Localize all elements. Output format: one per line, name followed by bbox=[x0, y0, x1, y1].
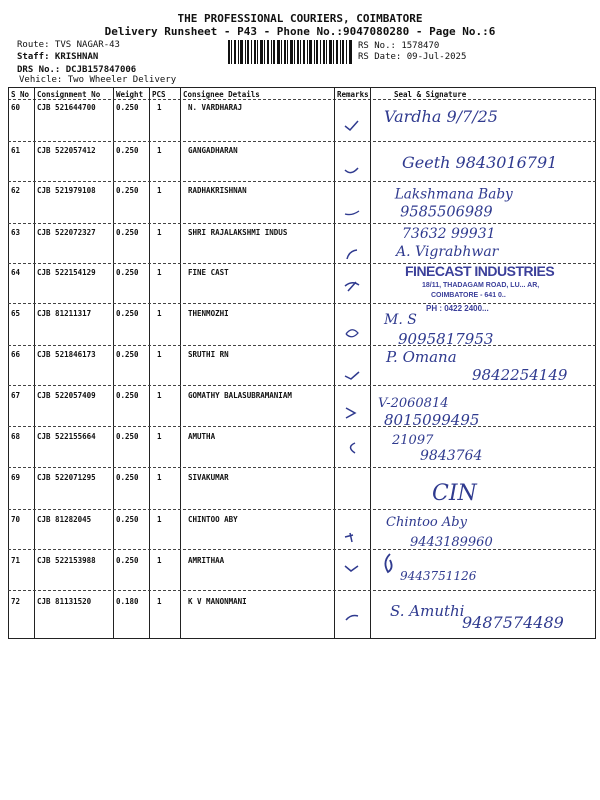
row-consignee: RADHAKRISHNAN bbox=[188, 186, 247, 195]
signature-row-67 bbox=[372, 387, 592, 427]
row-consignment: CJB 81131520 bbox=[37, 597, 92, 606]
signature-row-62 bbox=[372, 182, 592, 222]
row-weight: 0.250 bbox=[116, 391, 139, 400]
row-consignee: THENMOZHI bbox=[188, 309, 229, 318]
svg-text:Lakshmana Baby: Lakshmana Baby bbox=[394, 186, 513, 203]
signature-row-66 bbox=[372, 346, 592, 386]
rs-date: RS Date: 09-Jul-2025 bbox=[358, 52, 467, 62]
remark-tick-mark bbox=[343, 247, 361, 261]
row-pcs: 1 bbox=[157, 597, 162, 606]
column-divider bbox=[180, 87, 181, 639]
row-pcs: 1 bbox=[157, 228, 162, 237]
svg-text:CIN: CIN bbox=[432, 481, 477, 506]
signature-row-60 bbox=[372, 100, 592, 140]
row-sno: 68 bbox=[11, 432, 21, 441]
signature-row-69 bbox=[372, 470, 592, 510]
row-weight: 0.250 bbox=[116, 186, 139, 195]
row-pcs: 1 bbox=[157, 432, 162, 441]
svg-text:8015099495: 8015099495 bbox=[384, 411, 480, 427]
signature-row-63 bbox=[372, 222, 592, 262]
row-pcs: 1 bbox=[157, 515, 162, 524]
svg-text:Geeth 9843016791: Geeth 9843016791 bbox=[402, 153, 558, 172]
remark-tick-mark bbox=[343, 405, 361, 419]
row-consignee: SRUTHI RN bbox=[188, 350, 229, 359]
row-weight: 0.250 bbox=[116, 309, 139, 318]
row-consignee: CHINTOO ABY bbox=[188, 515, 238, 524]
svg-text:9842254149: 9842254149 bbox=[472, 366, 568, 384]
row-sno: 66 bbox=[11, 350, 21, 359]
row-consignee: GANGADHARAN bbox=[188, 146, 238, 155]
remark-tick-mark bbox=[343, 610, 361, 624]
vehicle-label: Vehicle: Two Wheeler Delivery bbox=[19, 75, 177, 85]
row-sno: 72 bbox=[11, 597, 21, 606]
staff-label: Staff: KRISHNAN bbox=[17, 52, 99, 62]
row-consignee: SIVAKUMAR bbox=[188, 473, 229, 482]
svg-text:9095817953: 9095817953 bbox=[398, 330, 494, 348]
row-consignment: CJB 522057412 bbox=[37, 146, 96, 155]
remark-tick-mark bbox=[343, 530, 361, 544]
row-consignment: CJB 522154129 bbox=[37, 268, 96, 277]
row-pcs: 1 bbox=[157, 473, 162, 482]
row-pcs: 1 bbox=[157, 103, 162, 112]
row-sno: 69 bbox=[11, 473, 21, 482]
column-divider bbox=[595, 87, 596, 639]
svg-text:21097: 21097 bbox=[392, 433, 434, 448]
col-header-weight: Weight bbox=[116, 90, 144, 99]
col-header-pcs: PCS bbox=[152, 90, 166, 99]
row-sno: 60 bbox=[11, 103, 21, 112]
row-sno: 70 bbox=[11, 515, 21, 524]
remark-tick-mark bbox=[343, 326, 361, 340]
column-divider bbox=[149, 87, 150, 639]
row-consignee: AMRITHAA bbox=[188, 556, 225, 565]
signature-row-61 bbox=[372, 142, 592, 182]
remark-tick-mark bbox=[343, 164, 361, 178]
row-consignment: CJB 81211317 bbox=[37, 309, 92, 318]
row-sno: 62 bbox=[11, 186, 21, 195]
row-weight: 0.250 bbox=[116, 432, 139, 441]
svg-text:A. Vigrabhwar: A. Vigrabhwar bbox=[396, 244, 499, 260]
svg-text:M. S: M. S bbox=[384, 312, 417, 328]
row-consignee: N. VARDHARAJ bbox=[188, 103, 243, 112]
remark-tick-mark bbox=[343, 119, 361, 133]
table-bottom-border bbox=[8, 638, 596, 639]
svg-text:9487574489: 9487574489 bbox=[462, 613, 564, 632]
row-consignment: CJB 522153988 bbox=[37, 556, 96, 565]
column-divider bbox=[334, 87, 335, 639]
row-weight: 0.250 bbox=[116, 268, 139, 277]
row-pcs: 1 bbox=[157, 391, 162, 400]
svg-text:P. Omana: P. Omana bbox=[386, 348, 457, 366]
rs-number: RS No.: 1578470 bbox=[358, 41, 440, 51]
row-sno: 65 bbox=[11, 309, 21, 318]
signature-row-72 bbox=[372, 594, 592, 634]
row-sno: 63 bbox=[11, 228, 21, 237]
column-divider bbox=[113, 87, 114, 639]
row-consignment: CJB 521846173 bbox=[37, 350, 96, 359]
stamp-address-line: COIMBATORE - 641 0.. bbox=[431, 292, 506, 299]
signature-row-71 bbox=[372, 550, 592, 590]
drs-number: DRS No.: DCJB157847006 bbox=[17, 65, 137, 75]
col-header-consignment: Consignment No bbox=[37, 90, 101, 99]
svg-text:9585506989: 9585506989 bbox=[400, 204, 493, 221]
stamp-phone: PH : 0422 2400... bbox=[426, 304, 489, 313]
signature-row-68 bbox=[372, 428, 592, 468]
remark-tick-mark bbox=[343, 368, 361, 382]
col-header-remarks: Remarks bbox=[337, 90, 369, 99]
route-label: Route: TVS NAGAR-43 bbox=[17, 40, 120, 50]
row-consignee: AMUTHA bbox=[188, 432, 216, 441]
column-divider bbox=[34, 87, 35, 639]
stamp-address-line: 18/11, THADAGAM ROAD, LU... AR, bbox=[422, 282, 540, 289]
svg-text:Chintoo Aby: Chintoo Aby bbox=[386, 515, 467, 530]
row-weight: 0.250 bbox=[116, 103, 139, 112]
row-weight: 0.250 bbox=[116, 146, 139, 155]
svg-text:9443189960: 9443189960 bbox=[410, 535, 493, 550]
row-weight: 0.250 bbox=[116, 556, 139, 565]
table-top-border bbox=[8, 87, 596, 88]
svg-text:9443751126: 9443751126 bbox=[400, 569, 477, 583]
row-consignment: CJB 522057409 bbox=[37, 391, 96, 400]
row-weight: 0.250 bbox=[116, 515, 139, 524]
svg-text:Vardha 9/7/25: Vardha 9/7/25 bbox=[384, 107, 498, 126]
row-sno: 64 bbox=[11, 268, 21, 277]
row-pcs: 1 bbox=[157, 309, 162, 318]
runsheet-subtitle: Delivery Runsheet - P43 - Phone No.:9047080280 - Page No.:6 bbox=[104, 25, 496, 38]
col-header-seal-signature: Seal & Signature bbox=[394, 90, 467, 99]
row-weight: 0.250 bbox=[116, 350, 139, 359]
row-consignment: CJB 522072327 bbox=[37, 228, 96, 237]
row-pcs: 1 bbox=[157, 146, 162, 155]
column-divider bbox=[370, 87, 371, 639]
row-pcs: 1 bbox=[157, 350, 162, 359]
stamp-name: FINECAST INDUSTRIES bbox=[405, 263, 555, 279]
remark-tick-mark bbox=[343, 562, 361, 576]
row-pcs: 1 bbox=[157, 186, 162, 195]
svg-text:S. Amuthi: S. Amuthi bbox=[390, 602, 465, 620]
row-consignment: CJB 521644700 bbox=[37, 103, 96, 112]
row-sno: 61 bbox=[11, 146, 21, 155]
row-weight: 0.250 bbox=[116, 228, 139, 237]
row-consignment: CJB 522155664 bbox=[37, 432, 96, 441]
row-pcs: 1 bbox=[157, 268, 162, 277]
signature-row-65 bbox=[372, 308, 592, 348]
remark-tick-mark bbox=[343, 441, 361, 455]
row-sno: 67 bbox=[11, 391, 21, 400]
svg-text:9843764: 9843764 bbox=[420, 448, 483, 464]
row-consignee: FINE CAST bbox=[188, 268, 229, 277]
row-weight: 0.250 bbox=[116, 473, 139, 482]
col-header-consignee: Consignee Details bbox=[183, 90, 260, 99]
company-title: THE PROFESSIONAL COURIERS, COIMBATORE bbox=[177, 12, 423, 25]
svg-text:V-2060814: V-2060814 bbox=[378, 396, 449, 411]
row-consignee: SHRI RAJALAKSHMI INDUS bbox=[188, 228, 288, 237]
col-header-sno: S No bbox=[11, 90, 30, 99]
barcode bbox=[228, 40, 352, 64]
row-consignee: GOMATHY BALASUBRAMANIAM bbox=[188, 391, 292, 400]
svg-text:73632 99931: 73632 99931 bbox=[402, 226, 496, 242]
row-consignee: K V MANONMANI bbox=[188, 597, 247, 606]
signature-row-70 bbox=[372, 510, 592, 550]
row-consignment: CJB 522071295 bbox=[37, 473, 96, 482]
remark-tick-mark bbox=[343, 205, 361, 219]
column-divider bbox=[8, 87, 9, 639]
row-sno: 71 bbox=[11, 556, 21, 565]
row-divider bbox=[8, 590, 596, 591]
row-consignment: CJB 81282045 bbox=[37, 515, 92, 524]
row-consignment: CJB 521979108 bbox=[37, 186, 96, 195]
row-pcs: 1 bbox=[157, 556, 162, 565]
row-weight: 0.180 bbox=[116, 597, 139, 606]
remark-tick-mark bbox=[343, 279, 361, 293]
